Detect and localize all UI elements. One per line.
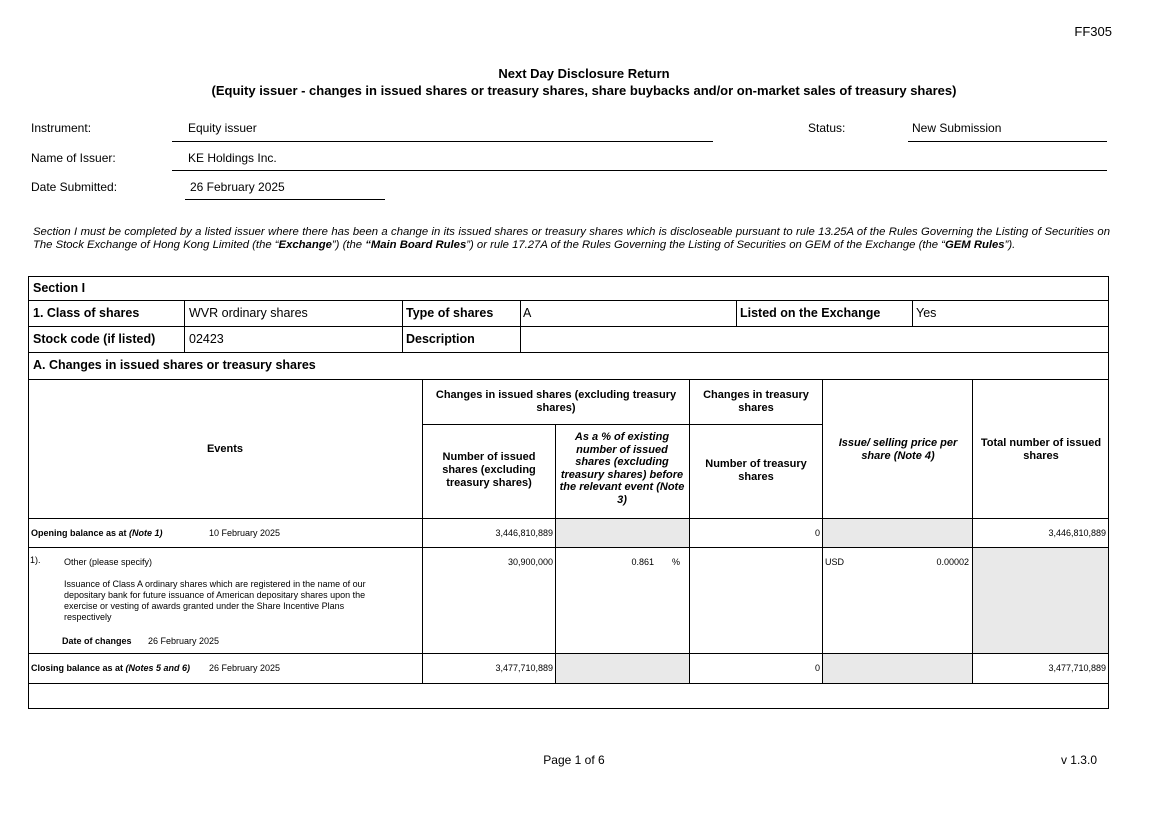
title-line-1: Next Day Disclosure Return — [498, 66, 670, 81]
intro-text-4: ”). — [1004, 239, 1016, 251]
event-percent-unit: % — [672, 557, 681, 567]
date-of-changes-label: Date of changes — [62, 636, 132, 646]
date-submitted-label: Date Submitted: — [31, 180, 118, 194]
intro-text-2: ”) (the — [331, 239, 366, 251]
intro-text-3: ”) or rule 17.27A of the Rules Governing the Listing of Securities on GEM of the Exchange (the “ — [466, 239, 945, 251]
date-submitted-value: 26 February 2025 — [190, 180, 285, 194]
event-type: Other (please specify) — [64, 557, 153, 567]
closing-balance-date: 26 February 2025 — [209, 663, 281, 673]
divider — [28, 379, 1109, 380]
divider — [28, 300, 1109, 301]
listed-value: Yes — [916, 306, 937, 320]
stock-code-label: Stock code (if listed) — [33, 332, 156, 346]
closing-treasury: 0 — [814, 663, 820, 673]
intro-gem-rules: GEM Rules — [944, 239, 1005, 251]
event-price: 0.00002 — [936, 557, 969, 567]
closing-total: 3,477,710,889 — [1048, 663, 1106, 673]
listed-label: Listed on the Exchange — [740, 306, 881, 320]
grey-cell — [556, 519, 689, 547]
form-code: FF305 — [1074, 24, 1112, 39]
description-label: Description — [406, 332, 475, 346]
page-title — [0, 65, 1168, 99]
col-percent-header: As a % of existing number of issued shares (excluding treasury shares) before the relevant event (Note 3) — [559, 431, 685, 506]
col-price-header: Issue/ selling price per share (Note 4) — [838, 437, 958, 462]
intro-text-1: Section I must be completed by a listed issuer where there has been a change in its issued shares or treasury shares which is discloseable pursuant to rule 13.25A of the Rules Governing the Listing of Securities on The Stock Exchange of Hong Kong Limited (the “ — [33, 226, 1110, 251]
grey-cell — [823, 519, 972, 547]
divider — [28, 352, 1109, 353]
divider — [912, 300, 913, 326]
event-issued: 30,900,000 — [507, 557, 553, 567]
event-description: Issuance of Class A ordinary shares which are registered in the name of our depositary bank for future issuance of American depositary shares upon the exercise or vesting of awards granted under the Share Incentive Plans respectively — [64, 579, 366, 622]
class-of-shares-label: 1. Class of shares — [33, 306, 140, 320]
title-line-2: (Equity issuer - changes in issued shares or treasury shares, share buybacks and/or on-market sales of treasury shares) — [211, 83, 957, 98]
type-of-shares-label: Type of shares — [406, 306, 494, 320]
grey-cell — [823, 654, 972, 683]
version-label: v 1.3.0 — [1060, 753, 1097, 767]
instrument-label: Instrument: — [31, 121, 92, 135]
instrument-value: Equity issuer — [188, 121, 257, 135]
class-of-shares-value: WVR ordinary shares — [189, 306, 308, 320]
col-total-header: Total number of issued shares — [980, 437, 1102, 462]
divider — [422, 424, 822, 425]
page-number: Page 1 of 6 — [543, 753, 605, 767]
status-label: Status: — [808, 121, 846, 135]
status-underline — [908, 141, 1107, 142]
intro-paragraph — [33, 226, 1110, 252]
divider — [28, 547, 1109, 548]
opening-total: 3,446,810,889 — [1048, 528, 1106, 538]
opening-treasury: 0 — [814, 528, 820, 538]
part-a-title: A. Changes in issued shares or treasury shares — [33, 358, 316, 372]
closing-issued: 3,477,710,889 — [495, 663, 553, 673]
divider — [28, 683, 1109, 684]
col-issued-header: Number of issued shares (excluding treasury shares) — [442, 451, 536, 489]
intro-exchange: Exchange — [278, 239, 332, 251]
opening-issued: 3,446,810,889 — [495, 528, 553, 538]
event-currency: USD — [825, 557, 845, 567]
issuer-value: KE Holdings Inc. — [188, 151, 277, 165]
closing-balance-label: Closing balance as at (Notes 5 and 6) — [31, 663, 191, 673]
section-title: Section I — [33, 281, 86, 295]
col-treasury-header: Number of treasury shares — [705, 458, 807, 483]
grey-cell — [973, 548, 1108, 653]
divider — [28, 653, 1109, 654]
issuer-underline — [172, 170, 1107, 171]
event-number: 1). — [30, 555, 41, 565]
issuer-label: Name of Issuer: — [31, 151, 116, 165]
divider — [736, 300, 737, 326]
opening-balance-label: Opening balance as at (Note 1) — [31, 528, 163, 538]
changes-treasury-header: Changes in treasury shares — [703, 389, 809, 414]
divider — [28, 326, 1109, 327]
date-underline — [185, 199, 385, 200]
event-percent: 0.861 — [631, 557, 654, 567]
date-of-changes-value: 26 February 2025 — [148, 636, 220, 646]
status-value: New Submission — [912, 121, 1002, 135]
stock-code-value: 02423 — [189, 332, 224, 346]
instrument-underline — [172, 141, 713, 142]
opening-balance-date: 10 February 2025 — [209, 528, 281, 538]
changes-issued-header: Changes in issued shares (excluding treasury shares) — [435, 389, 677, 414]
events-header: Events — [206, 443, 244, 455]
divider — [555, 424, 556, 683]
grey-cell — [556, 654, 689, 683]
intro-main-board-rules: “Main Board Rules — [365, 239, 467, 251]
type-of-shares-value: A — [523, 306, 532, 320]
